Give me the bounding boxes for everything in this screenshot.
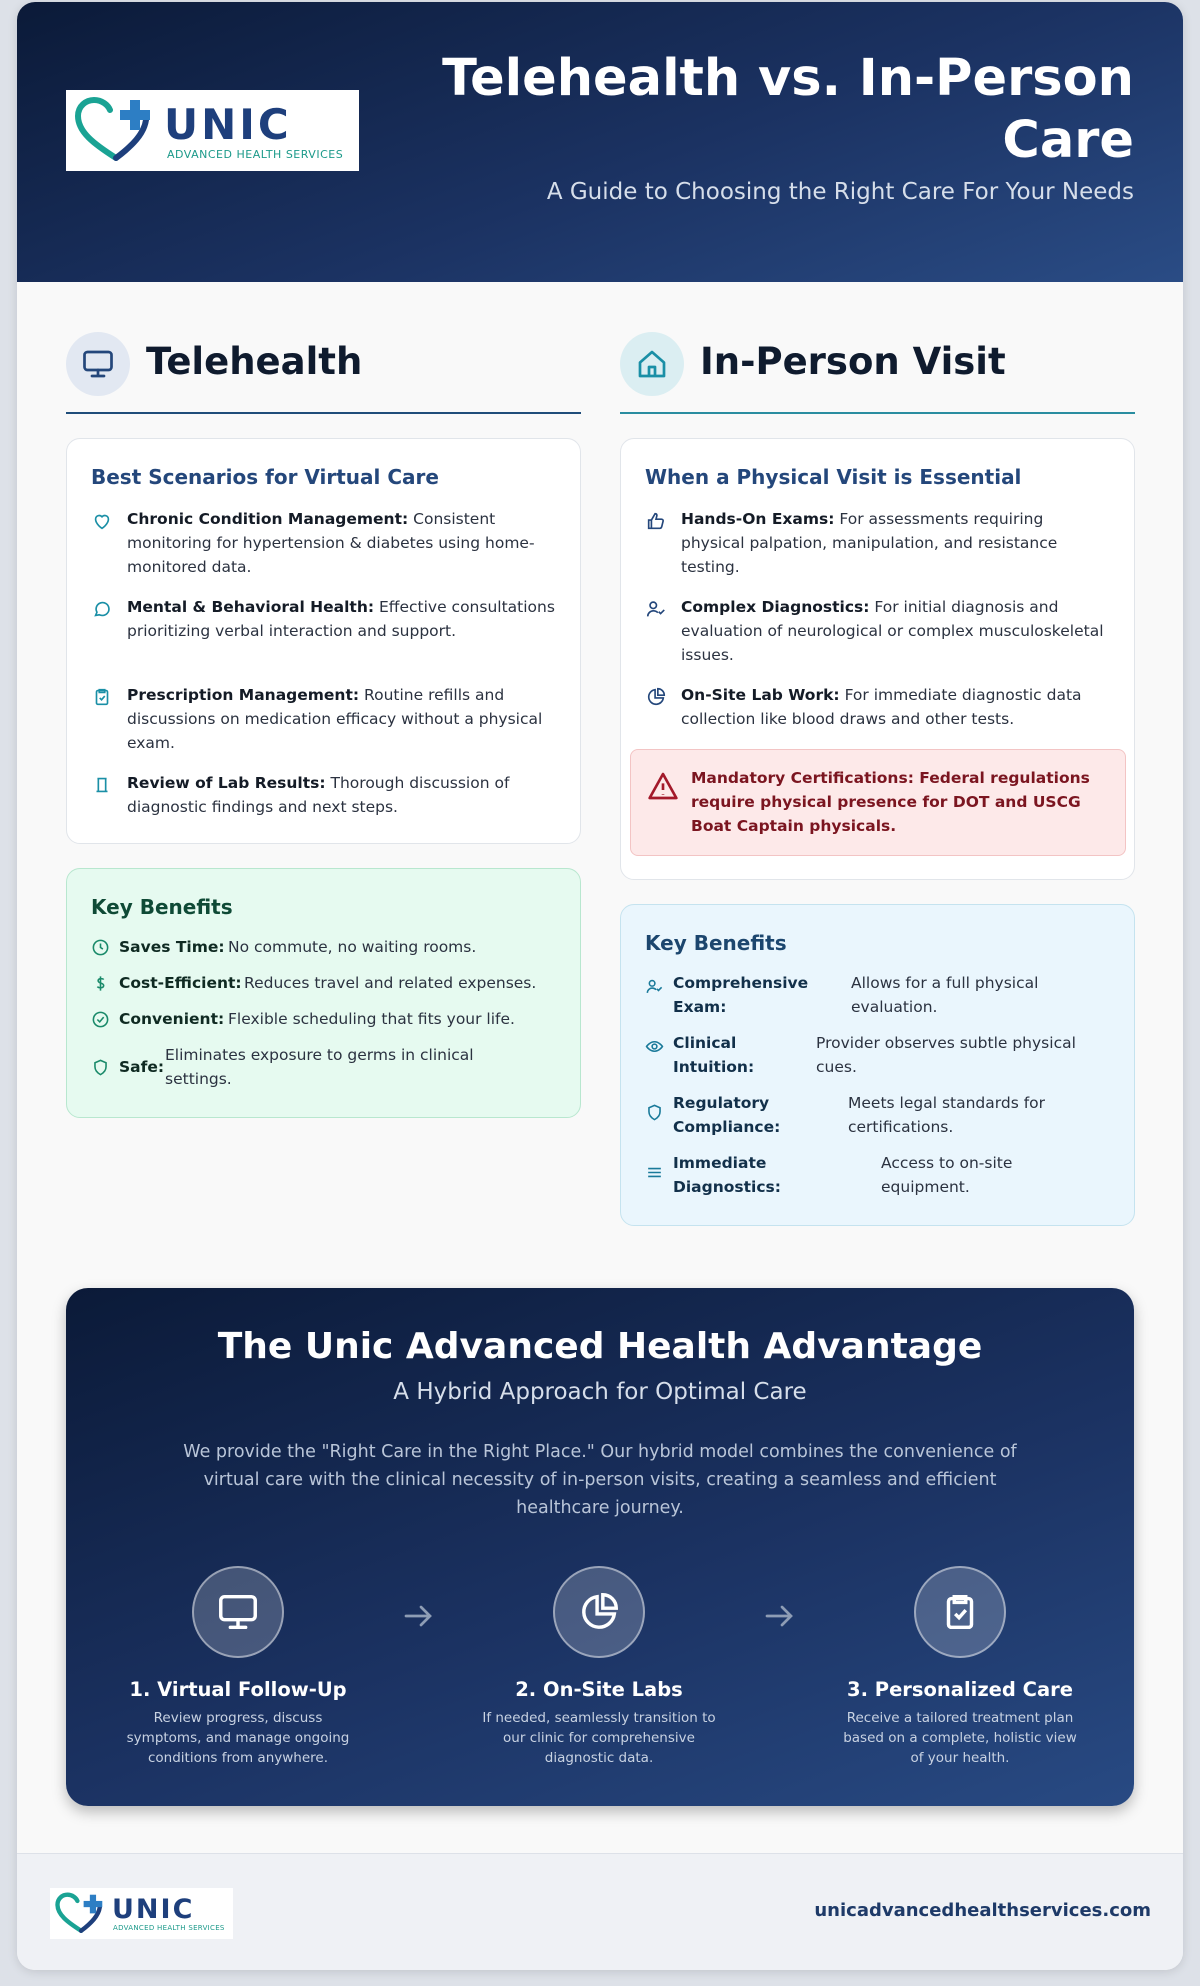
shield-icon — [645, 1103, 664, 1122]
benefit-text: Provider observes subtle physical cues. — [816, 1034, 1076, 1076]
item-label: Mental & Behavioral Health: — [127, 598, 375, 616]
eye-icon — [645, 1037, 664, 1056]
clock-icon — [91, 938, 110, 957]
footer-logo — [50, 1888, 233, 1939]
item-label: Chronic Condition Management: — [127, 510, 409, 528]
benefit-text: Flexible scheduling that fits your life. — [228, 1010, 515, 1028]
unic-logo — [66, 90, 359, 171]
chat-bubble-icon — [91, 598, 113, 620]
item-label: On-Site Lab Work: — [681, 686, 840, 704]
item-label: Complex Diagnostics: — [681, 598, 870, 616]
benefit-label: Convenient: — [119, 1010, 225, 1028]
user-check-icon — [645, 977, 664, 996]
benefit-text: Reduces travel and related expenses. — [244, 974, 537, 992]
heart-cross-logo-icon — [74, 96, 164, 166]
footer-logo-wordmark: UNIC — [112, 1894, 195, 1925]
virtual-care-card — [66, 438, 581, 844]
thumbs-up-icon — [645, 510, 667, 532]
benefit-label: Cost-Efficient: — [119, 974, 242, 992]
monitor-icon — [66, 332, 130, 396]
advantage-title: The Unic Advanced Health Advantage — [217, 1326, 983, 1367]
benefit-text: Eliminates exposure to germs in clinical settings. — [165, 1046, 474, 1088]
check-circle-icon — [91, 1010, 110, 1029]
step-title: 3. Personalized Care — [847, 1678, 1073, 1701]
advantage-panel — [66, 1288, 1134, 1806]
item-text: Consistent monitoring for hypertension & diabetes using home-monitored data. — [127, 510, 535, 576]
footer-logo-tagline: ADVANCED HEALTH SERVICES — [113, 1924, 225, 1932]
benefit-label: Comprehensive Exam: — [673, 974, 809, 1016]
benefit-text: Access to on-site equipment. — [881, 1154, 1013, 1196]
item-text: For immediate diagnostic data collection like blood draws and other tests. — [681, 686, 1082, 728]
benefit-text: Allows for a full physical evaluation. — [851, 974, 1039, 1016]
benefit-label: Immediate Diagnostics: — [673, 1154, 781, 1196]
benefits-title: Key Benefits — [645, 931, 787, 955]
benefits-title: Key Benefits — [91, 895, 233, 919]
clipboard-check-icon — [91, 686, 113, 708]
advantage-body: We provide the "Right Care in the Right Place." Our hybrid model combines the convenience of virtual care with the clinical necessity of in-person visits, creating a seamless and efficient healthcare journey. — [183, 1442, 1017, 1518]
website-link[interactable]: unicadvancedhealthservices.com — [814, 1900, 1151, 1921]
benefit-label: Regulatory Compliance: — [673, 1094, 781, 1136]
user-check-icon — [645, 598, 667, 620]
infographic-page — [17, 2, 1183, 1970]
logo-tagline: ADVANCED HEALTH SERVICES — [167, 148, 344, 161]
benefit-label: Safe: — [119, 1058, 165, 1076]
inperson-benefits-card — [620, 904, 1135, 1226]
item-label: Prescription Management: — [127, 686, 360, 704]
advantage-subtitle: A Hybrid Approach for Optimal Care — [393, 1379, 807, 1405]
pie-chart-icon — [553, 1566, 645, 1658]
page-title: Telehealth vs. In-Person Care — [442, 49, 1134, 170]
menu-lines-icon — [645, 1163, 664, 1182]
telehealth-heading: Telehealth — [146, 340, 363, 383]
certification-alert — [630, 749, 1126, 856]
item-label: Hands-On Exams: — [681, 510, 835, 528]
benefit-text: Meets legal standards for certifications. — [848, 1094, 1046, 1136]
header-banner — [17, 2, 1183, 282]
pie-chart-icon — [645, 686, 667, 708]
item-text: For initial diagnosis and evaluation of neurological or complex musculoskeletal issues. — [681, 598, 1104, 664]
telehealth-heading-row — [66, 320, 581, 414]
benefit-label: Saves Time: — [119, 938, 225, 956]
arrow-right-icon — [761, 1598, 797, 1634]
heart-icon — [91, 510, 113, 532]
logo-wordmark: UNIC — [164, 100, 292, 149]
benefit-text: No commute, no waiting rooms. — [228, 938, 477, 956]
inperson-column — [620, 320, 1135, 1196]
step-title: 2. On-Site Labs — [515, 1678, 683, 1701]
arrow-right-icon — [400, 1598, 436, 1634]
item-text: Thorough discussion of diagnostic findings and next steps. — [127, 774, 510, 816]
shield-icon — [91, 1058, 110, 1077]
telehealth-column — [66, 320, 581, 1088]
step-text: Receive a tailored treatment plan based on a complete, holistic view of your health. — [843, 1710, 1077, 1766]
home-icon — [620, 332, 684, 396]
item-text: Effective consultations prioritizing verbal interaction and support. — [127, 598, 555, 640]
physical-visit-card-title: When a Physical Visit is Essential — [645, 465, 1022, 489]
item-text: For assessments requiring physical palpation, manipulation, and resistance testing. — [681, 510, 1058, 576]
benefit-label: Clinical Intuition: — [673, 1034, 755, 1076]
beaker-icon — [91, 774, 113, 796]
inperson-heading: In-Person Visit — [700, 340, 1006, 383]
step-text: If needed, seamlessly transition to our clinic for comprehensive diagnostic data. — [482, 1710, 716, 1766]
step-text: Review progress, discuss symptoms, and manage ongoing conditions from anywhere. — [126, 1710, 350, 1766]
step-title: 1. Virtual Follow-Up — [129, 1678, 347, 1701]
item-text: Routine refills and discussions on medication efficacy without a physical exam. — [127, 686, 543, 752]
monitor-icon — [192, 1566, 284, 1658]
dollar-icon — [91, 974, 110, 993]
telehealth-benefits-card — [66, 868, 581, 1118]
inperson-heading-row — [620, 320, 1135, 414]
physical-visit-card — [620, 438, 1135, 880]
footer — [17, 1853, 1183, 1970]
alert-text: Mandatory Certifications: Federal regulations require physical presence for DOT and USCG Boat Captain physicals. — [691, 769, 1090, 835]
virtual-care-card-title: Best Scenarios for Virtual Care — [91, 465, 439, 489]
clipboard-check-icon — [914, 1566, 1006, 1658]
page-subtitle: A Guide to Choosing the Right Care For Your Needs — [546, 179, 1134, 205]
warning-triangle-icon — [647, 770, 679, 802]
item-label: Review of Lab Results: — [127, 774, 326, 792]
heart-cross-logo-icon — [55, 1892, 111, 1936]
